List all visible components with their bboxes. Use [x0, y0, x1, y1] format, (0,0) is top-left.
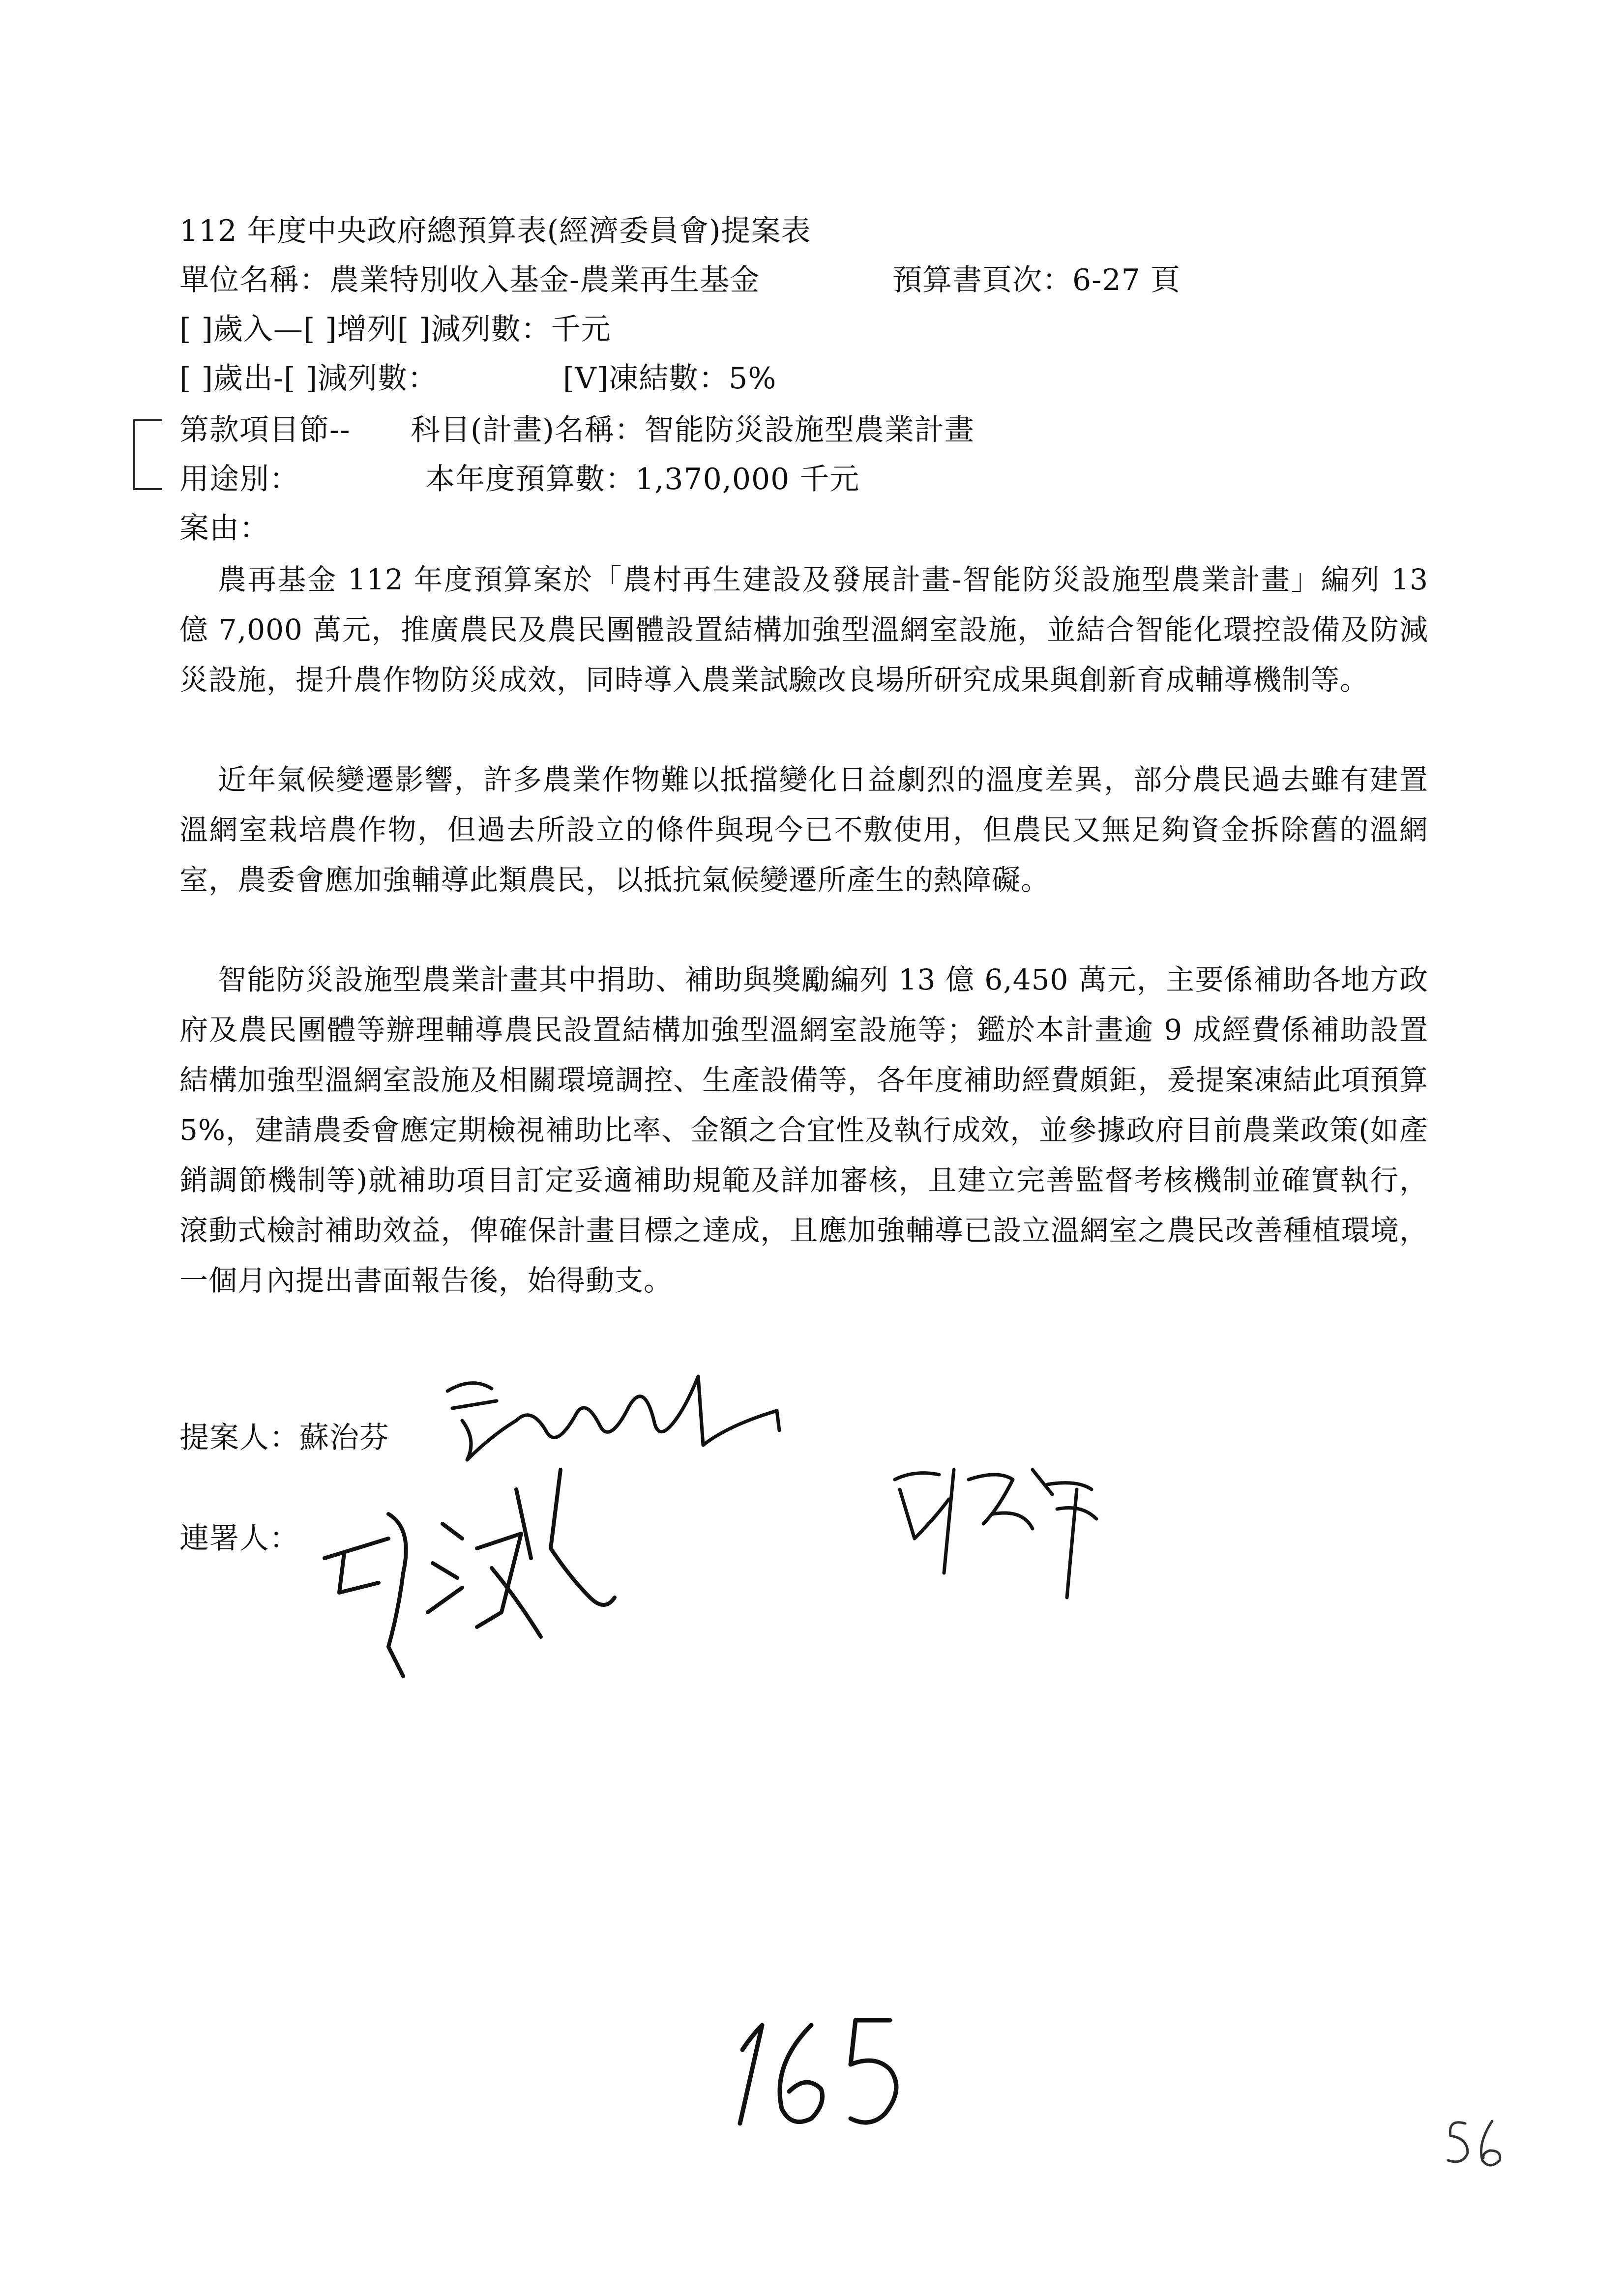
- usage-category: 用途別：: [179, 462, 299, 496]
- section-item: 第款項目節--: [179, 413, 351, 447]
- reason-paragraph-3: 智能防災設施型農業計畫其中捐助、補助與獎勵編列 13 億 6,450 萬元，主要係補助各地方政府及農民團體等辦理輔導農民設置結構加強型溫網室設施等；鑑於本計畫逾 9 成經費係補助設置結構加強型溫網室設施及相關環境調控、生產設備等，各年度補助經費頗鉅，爰提案凍結此項預算 5%，建請農委會應定期檢視補助比率、金額之合宜性及執行成效，並參據政府目前農業政策(如產銷調節機制等)就補助項目訂定妥適補助規範及詳加審核，且建立完善監督考核機制並確實執行，滾動式檢討補助效益，俾確保計畫目標之達成，且應加強輔導已設立溫網室之農民改善種植環境，一個月內提出書面報告後，始得動支。: [179, 963, 1428, 1297]
- handwritten-corner-number: [1443, 2114, 1512, 2173]
- cosigner-signature-2: [885, 1450, 1121, 1607]
- budget-page-ref: 預算書頁次：6-27 頁: [892, 263, 1181, 297]
- cosigner-line: 連署人：: [179, 1521, 299, 1556]
- reason-heading: 案由：: [179, 511, 269, 546]
- program-name: 科目(計畫)名稱：智能防災設施型農業計畫: [411, 413, 974, 447]
- bracket-mark: [130, 418, 165, 492]
- unit-name: 單位名稱：農業特別收入基金-農業再生基金: [179, 263, 760, 297]
- reason-paragraph-1: 農再基金 112 年度預算案於「農村再生建設及發展計畫-智能防災設施型農業計畫」編列 13 億 7,000 萬元，推廣農民及農民團體設置結構加強型溫網室設施，並結合智能化環控設備及防減災設施，提升農作物防災成效，同時導入農業試驗改良場所研究成果與創新育成輔導機制等。: [179, 563, 1428, 697]
- annual-budget: 本年度預算數：1,370,000 千元: [425, 462, 860, 496]
- revenue-line: [ ]歲入—[ ]增列[ ]減列數：千元: [179, 312, 611, 347]
- handwritten-page-number: [728, 2005, 974, 2138]
- freeze-amount: [V]凍結數：5%: [563, 361, 777, 396]
- expense-line: [ ]歲出-[ ]減列數：: [179, 361, 438, 396]
- cosigner-signature-1: [315, 1450, 620, 1696]
- document-title: 112 年度中央政府總預算表(經濟委員會)提案表: [179, 214, 811, 248]
- proposer-line: 提案人：蘇治芬: [179, 1421, 389, 1455]
- reason-paragraph-2: 近年氣候變遷影響，許多農業作物難以抵擋變化日益劇烈的溫度差異，部分農民過去雖有建置溫網室栽培農作物，但過去所設立的條件與現今已不敷使用，但農民又無足夠資金拆除舊的溫網室，農委會應加強輔導此類農民，以抵抗氣候變遷所產生的熱障礙。: [179, 763, 1428, 897]
